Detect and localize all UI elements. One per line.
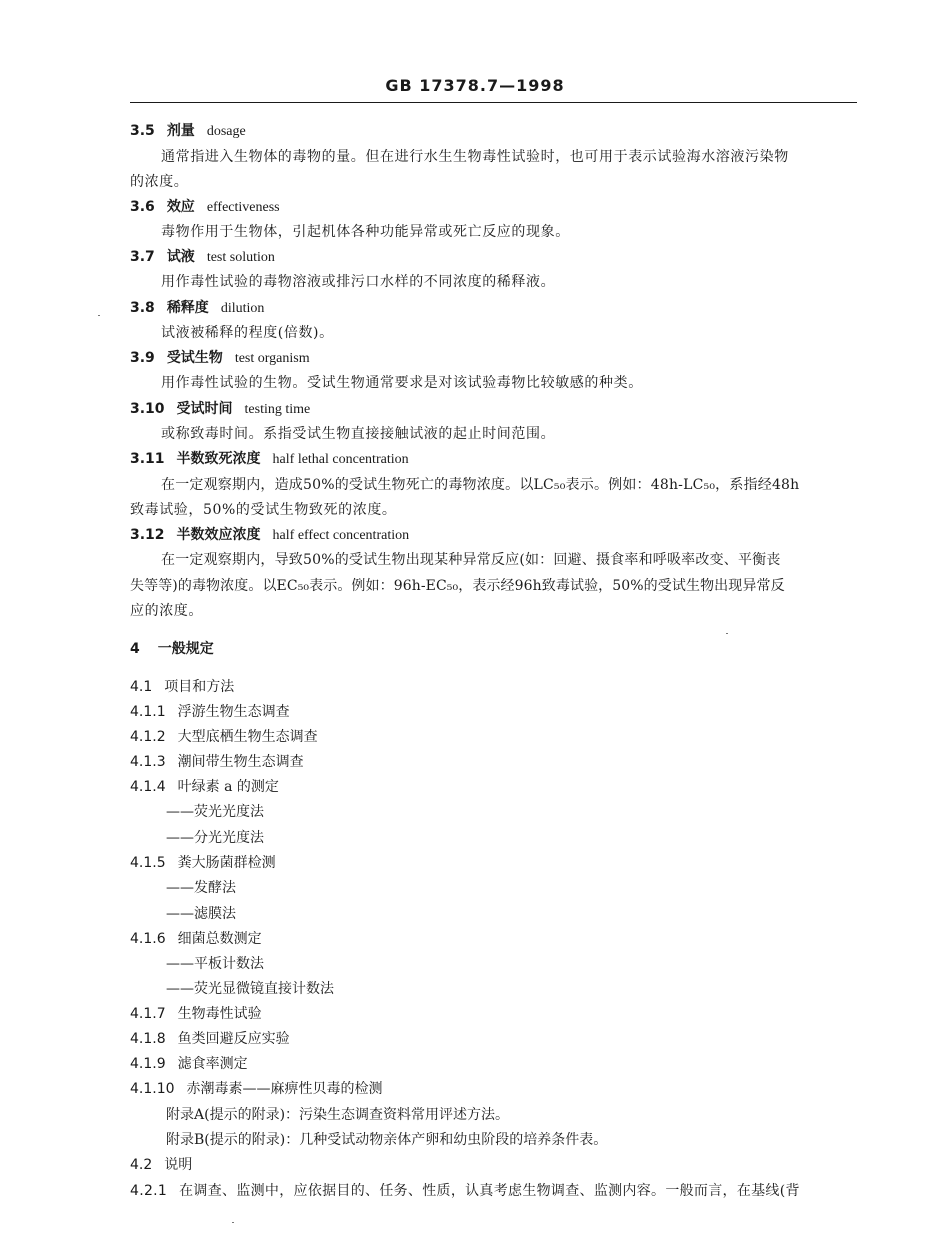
item-4-1-10: 4.1.10 赤潮毒素——麻痹性贝毒的检测 xyxy=(130,1081,383,1097)
scan-speck xyxy=(98,315,100,316)
definition-term-3-12: 3.12 半数效应浓度 half effect concentration xyxy=(130,527,410,543)
scan-speck xyxy=(232,1222,234,1223)
item-method-fermentation: ——发酵法 xyxy=(166,880,236,896)
item-4-1-3: 4.1.3 潮间带生物生态调查 xyxy=(130,754,304,770)
definition-body-3-6: 毒物作用于生物体，引起机体各种功能异常或死亡反应的现象。 xyxy=(161,224,570,240)
item-4-1-1: 4.1.1 浮游生物生态调查 xyxy=(130,704,290,720)
item-4-2-1: 4.2.1 在调查、监测中，应依据目的、任务、性质，认真考虑生物调查、监测内容。一般而言，在基线(背 xyxy=(130,1183,800,1199)
definition-body-3-5-cont: 的浓度。 xyxy=(130,174,189,190)
item-4-1-5: 4.1.5 粪大肠菌群检测 xyxy=(130,855,276,871)
definition-body-3-12: 在一定观察期内，导致50%的受试生物出现某种异常反应(如：回避、摄食率和呼吸率改变、平衡丧 xyxy=(161,552,781,568)
definition-term-3-10: 3.10 受试时间 testing time xyxy=(130,401,311,417)
standard-number-header: GB 17378.7—1998 xyxy=(385,76,565,95)
item-4-1-2: 4.1.2 大型底栖生物生态调查 xyxy=(130,729,318,745)
item-4-1-8: 4.1.8 鱼类回避反应实验 xyxy=(130,1031,290,1047)
definition-term-3-11: 3.11 半数致死浓度 half lethal concentration xyxy=(130,451,409,467)
definition-body-3-10: 或称致毒时间。系指受试生物直接接触试液的起止时间范围。 xyxy=(161,426,556,442)
definition-term-3-5: 3.5 剂量 dosage xyxy=(130,123,246,139)
item-4-1-6: 4.1.6 细菌总数测定 xyxy=(130,931,262,947)
item-method-fluorescence: ——荧光光度法 xyxy=(166,804,264,820)
item-method-direct-count: ——荧光显微镜直接计数法 xyxy=(166,981,334,997)
section-heading-4: 4 一般规定 xyxy=(130,641,214,657)
definition-body-3-12-cont2: 应的浓度。 xyxy=(130,603,203,619)
item-4-1: 4.1 项目和方法 xyxy=(130,679,235,695)
definition-term-3-6: 3.6 效应 effectiveness xyxy=(130,199,280,215)
definition-body-3-9: 用作毒性试验的生物。受试生物通常要求是对该试验毒物比较敏感的种类。 xyxy=(161,375,643,391)
definition-body-3-5: 通常指进入生物体的毒物的量。但在进行水生生物毒性试验时，也可用于表示试验海水溶液污染物 xyxy=(161,149,789,165)
scan-speck xyxy=(726,633,728,634)
item-4-2: 4.2 说明 xyxy=(130,1157,193,1173)
definition-body-3-11: 在一定观察期内，造成50%的受试生物死亡的毒物浓度。以LC₅₀表示。例如：48h-LC₅₀，系指经48h xyxy=(161,477,800,493)
item-method-membrane: ——滤膜法 xyxy=(166,906,236,922)
definition-body-3-8: 试液被稀释的程度(倍数)。 xyxy=(161,325,334,341)
item-4-1-9: 4.1.9 滤食率测定 xyxy=(130,1056,248,1072)
item-method-spectrophotometry: ——分光光度法 xyxy=(166,830,264,846)
definition-body-3-7: 用作毒性试验的毒物溶液或排污口水样的不同浓度的稀释液。 xyxy=(161,274,556,290)
definition-term-3-9: 3.9 受试生物 test organism xyxy=(130,350,310,366)
appendix-a-note: 附录A(提示的附录)：污染生态调查资料常用评述方法。 xyxy=(166,1107,510,1123)
appendix-b-note: 附录B(提示的附录)：几种受试动物亲体产卵和幼虫阶段的培养条件表。 xyxy=(166,1132,608,1148)
definition-term-3-7: 3.7 试液 test solution xyxy=(130,249,275,265)
item-4-1-7: 4.1.7 生物毒性试验 xyxy=(130,1006,262,1022)
header-divider xyxy=(130,102,857,103)
item-method-plate-count: ——平板计数法 xyxy=(166,956,264,972)
definition-body-3-11-cont: 致毒试验，50%的受试生物致死的浓度。 xyxy=(130,502,397,518)
item-4-1-4: 4.1.4 叶绿素 a 的测定 xyxy=(130,779,279,795)
definition-body-3-12-cont: 失等等)的毒物浓度。以EC₅₀表示。例如：96h-EC₅₀，表示经96h致毒试验，50%的受试生物出现异常反 xyxy=(130,578,785,594)
definition-term-3-8: 3.8 稀释度 dilution xyxy=(130,300,265,316)
